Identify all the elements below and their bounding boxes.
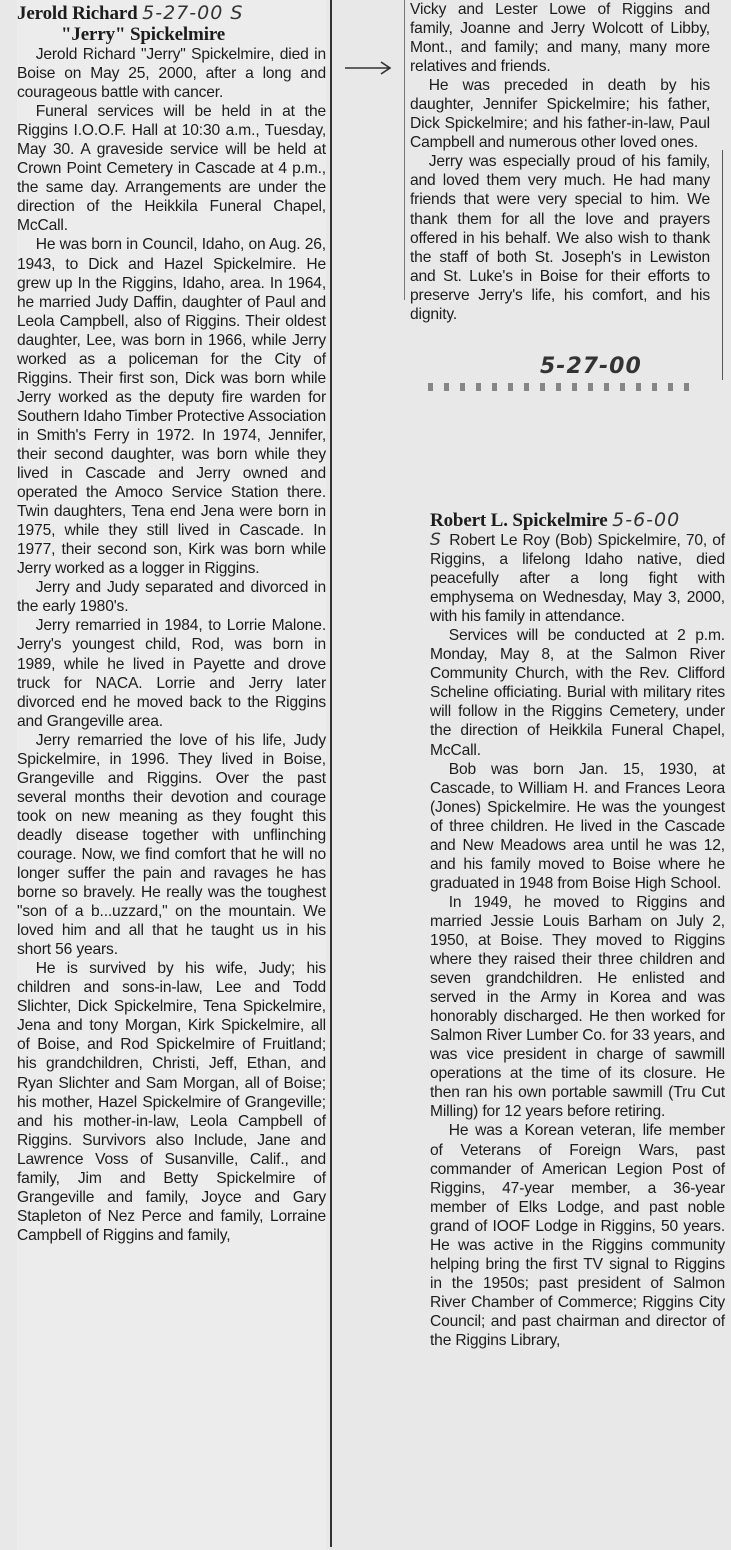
obituary-jerold-nickname: "Jerry" Spickelmire <box>61 24 226 45</box>
handwritten-margin-mark: S <box>430 530 450 550</box>
paragraph: Jerry remarried in 1984, to Lorrie Malone. Jerry's youngest child, Rod, was born in 1989, while he lived in Payette and drove truck for NACA. Lorrie and Jerry later divorced end he moved back to the Riggins and Grangeville area. <box>17 617 326 730</box>
continuation-arrow-icon <box>343 58 393 78</box>
paragraph: He was a Korean veteran, life member of Veterans of Foreign Wars, past commander of American Legion Post of Riggins, 47-year member, a 36-year member of Elks Lodge, and past noble grand of IOOF Lodge in Riggins, 50 years. He was active in the Riggins community helping bring the first TV signal to Riggins in the 1950s; past president of Salmon River Chamber of Commerce; Riggins City Council; and past chairman and director of the Riggins Library, <box>430 1122 725 1349</box>
obituary-robert <box>430 510 725 1350</box>
paragraph: Bob was born Jan. 15, 1930, at Cascade, to William H. and Frances Leora (Jones) Spickelmire. He was the youngest of three children. He lived in the Cascade and New Meadows area until he was 12, and his family moved to Boise where he graduated in 1948 from Boise High School. <box>430 760 725 892</box>
handwritten-end-date-note: 5-27-00 <box>540 354 642 379</box>
obituary-robert-name: Robert L. Spickelmire <box>430 510 608 531</box>
obituary-jerold-continued <box>410 0 710 379</box>
obituary-jerold-body <box>17 45 326 1245</box>
column-rule-left <box>330 0 332 1547</box>
handwritten-date-note: 5-27-00 S <box>142 2 244 24</box>
paragraph: Jerry and Judy separated and divorced in the early 1980's. <box>17 579 326 616</box>
paragraph: S Robert Le Roy (Bob) Spickelmire, 70, of Riggins, a lifelong Idaho native, died peacefully after a long fight with emphysema on Wednesday, May 3, 2000, with his family in attendance. <box>430 530 725 626</box>
obituary-robert-body <box>430 531 725 1350</box>
paragraph: Jerry was especially proud of his family, and loved them very much. He had many friends that were very special to him. We thank them for all the love and prayers offered in his behalf. We also wish to thank the staff of both St. Joseph's in Lewiston and St. Luke's in Boise for their efforts to preserve Jerry's life, his comfort, and his dignity. <box>410 153 710 323</box>
paragraph: He was born in Council, Idaho, on Aug. 26, 1943, to Dick and Hazel Spickelmire. He grew up In the Riggins, Idaho, area. In 1964, he married Judy Daffin, daughter of Paul and Leola Campbell, also of Riggins. Their oldest daughter, Lee, was born in 1966, while Jerry worked as a policeman for the City of Riggins. Their first son, Dick was born while Jerry worked as the deputy fire warden for Southern Idaho Timber Protective Association in Smith's Ferry in 1972. In 1974, Jennifer, their second daughter, was born while they lived in Cascade and Jerry owned and operated the Amoco Service Station there. Twin daughters, Tena end Jena were born in 1975, while they still lived in Cascade. In 1977, their second son, Kirk was born while Jerry worked as a logger in Riggins. <box>17 236 326 578</box>
paragraph: He is survived by his wife, Judy; his children and sons-in-law, Lee and Todd Slichter, Dick Spickelmire, Tena Spickelmire, Jena and tony Morgan, Kirk Spickelmire, all of Boise, and Rod Spickelmire of Fruitland; his grandchildren, Christi, Jeff, Ethan, and Ryan Slichter and Sam Morgan, all of Boise; his mother, Hazel Spickelmire of Grangeville; and his mother-in-law, Leola Campbell of Riggins. Survivors also Include, Jane and Lawrence Voss of Susanville, Calif., and family, Jim and Betty Spickelmire of Grangeville and family, Joyce and Gary Stapleton of Nez Perce and family, Lorraine Campbell of Riggins and family, <box>17 960 326 1244</box>
obituary-jerold-name: Jerold Richard <box>17 3 138 24</box>
clipped-headline-remnant <box>428 383 698 391</box>
paragraph: Jerry remarried the love of his life, Judy Spickelmire, in 1996. They lived in Boise, Grangeville and Riggins. Over the past several months their devotion and courage took on new meaning as they fought this deadly disease together with unflinching courage. Now, we find comfort that he will no longer suffer the pain and ravages he has borne so bravely. He really was the toughest "son of a b...uzzard," on the mountain. We loved him and all that he taught us in his short 56 years. <box>17 731 326 959</box>
paragraph: Jerold Richard "Jerry" Spickelmire, died in Boise on May 25, 2000, after a long and courageous battle with cancer. <box>17 46 326 102</box>
obituary-jerold <box>17 0 326 1550</box>
obituary-jerold-headline <box>17 3 326 24</box>
paragraph: He was preceded in death by his daughter, Jennifer Spickelmire; his father, Dick Spickelmire; and his father-in-law, Paul Campbell and numerous other loved ones. <box>410 77 710 152</box>
column-rule-right <box>722 150 723 380</box>
paragraph: Vicky and Lester Lowe of Riggins and family, Joanne and Jerry Wolcott of Libby, Mont., and family; and many, many more relatives and friends. <box>410 1 710 76</box>
column-rule-middle <box>404 0 405 300</box>
paragraph: Funeral services will be held in at the Riggins I.O.O.F. Hall at 10:30 a.m., Tuesday, May 30. A graveside service will be held at Crown Point Cemetery in Cascade at 4 p.m., the same day. Arrangements are under the direction of the Heikkila Funeral Chapel, McCall. <box>17 103 326 235</box>
obituary-jerold-continued-body <box>410 0 710 324</box>
paragraph: In 1949, he moved to Riggins and married Jessie Louis Barham on July 2, 1950, at Boise. They moved to Riggins where they raised their three children and seven grandchildren. He enlisted and served in the Army in Korea and was honorably discharged. He then worked for Salmon River Lumber Co. for 33 years, and was vice president in charge of sawmill operations at the time of its closure. He then ran his own portable sawmill (Tru Cut Milling) for 12 years before retiring. <box>430 893 725 1121</box>
obituary-robert-headline <box>430 510 725 531</box>
handwritten-date-note-robert: 5-6-00 <box>612 509 681 531</box>
paragraph: Services will be conducted at 2 p.m. Monday, May 8, at the Salmon River Community Church, with the Rev. Clifford Scheline officiating. Burial with military rites will follow in the Riggins Cemetery, under the direction of Heikkila Funeral Chapel, McCall. <box>430 627 725 759</box>
